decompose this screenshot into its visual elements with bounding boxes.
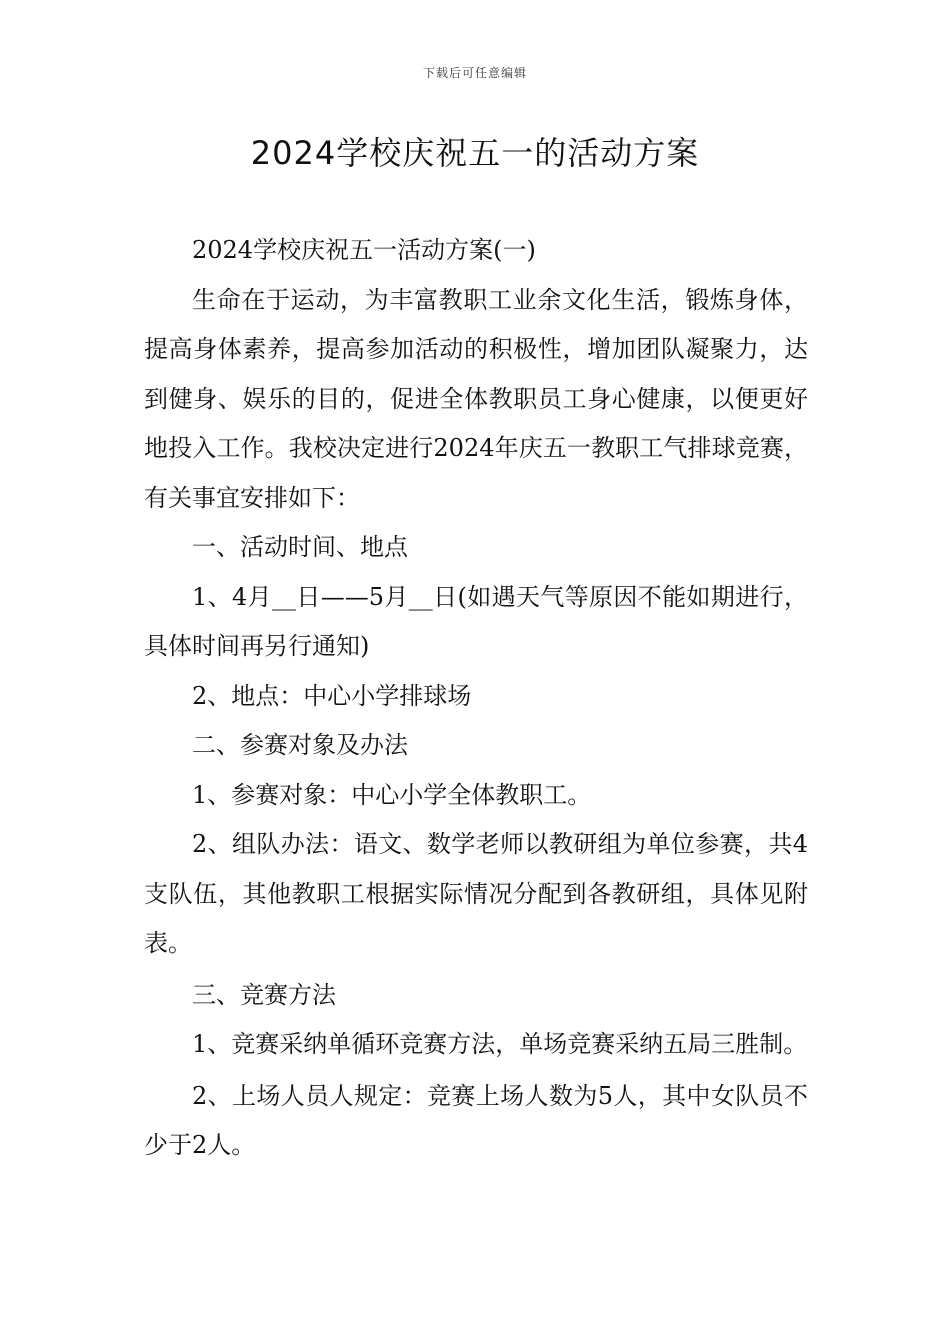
section-heading: 一、活动时间、地点 bbox=[192, 533, 408, 561]
document-title: 2024学校庆祝五一的活动方案 bbox=[250, 134, 700, 172]
section-heading: 2024学校庆祝五一活动方案(一) bbox=[192, 236, 536, 264]
document-body bbox=[144, 226, 808, 1171]
section-heading: 二、参赛对象及办法 bbox=[192, 731, 408, 759]
list-item: 2、地点：中心小学排球场 bbox=[192, 681, 472, 710]
list-item: 1、参赛对象：中心小学全体教职工。 bbox=[192, 780, 592, 809]
list-item: 1、4月__日——5月__日(如遇天气等原因不能如期进行，具体时间再另行通知) bbox=[144, 582, 808, 660]
section-heading: 三、竞赛方法 bbox=[192, 980, 336, 1009]
intro-paragraph: 生命在于运动，为丰富教职工业余文化生活，锻炼身体，提高身体素养，提高参加活动的积极性，增加团队凝聚力，达到健身、娱乐的目的，促进全体教职员工身心健康，以便更好地投入工作。我校决定进行2024年庆五一教职工气排球竞赛，有关事宜安排如下： bbox=[144, 285, 808, 512]
header-note: 下载后可任意编辑 bbox=[422, 66, 527, 80]
list-item: 2、组队办法：语文、数学老师以教研组为单位参赛，共4支队伍，其他教职工根据实际情况分配到各教研组，具体见附表。 bbox=[144, 830, 808, 957]
list-item: 1、竞赛采纳单循环竞赛方法，单场竞赛采纳五局三胜制。 bbox=[192, 1030, 808, 1058]
list-item: 2、上场人员人规定：竞赛上场人数为5人，其中女队员不少于2人。 bbox=[144, 1081, 808, 1159]
